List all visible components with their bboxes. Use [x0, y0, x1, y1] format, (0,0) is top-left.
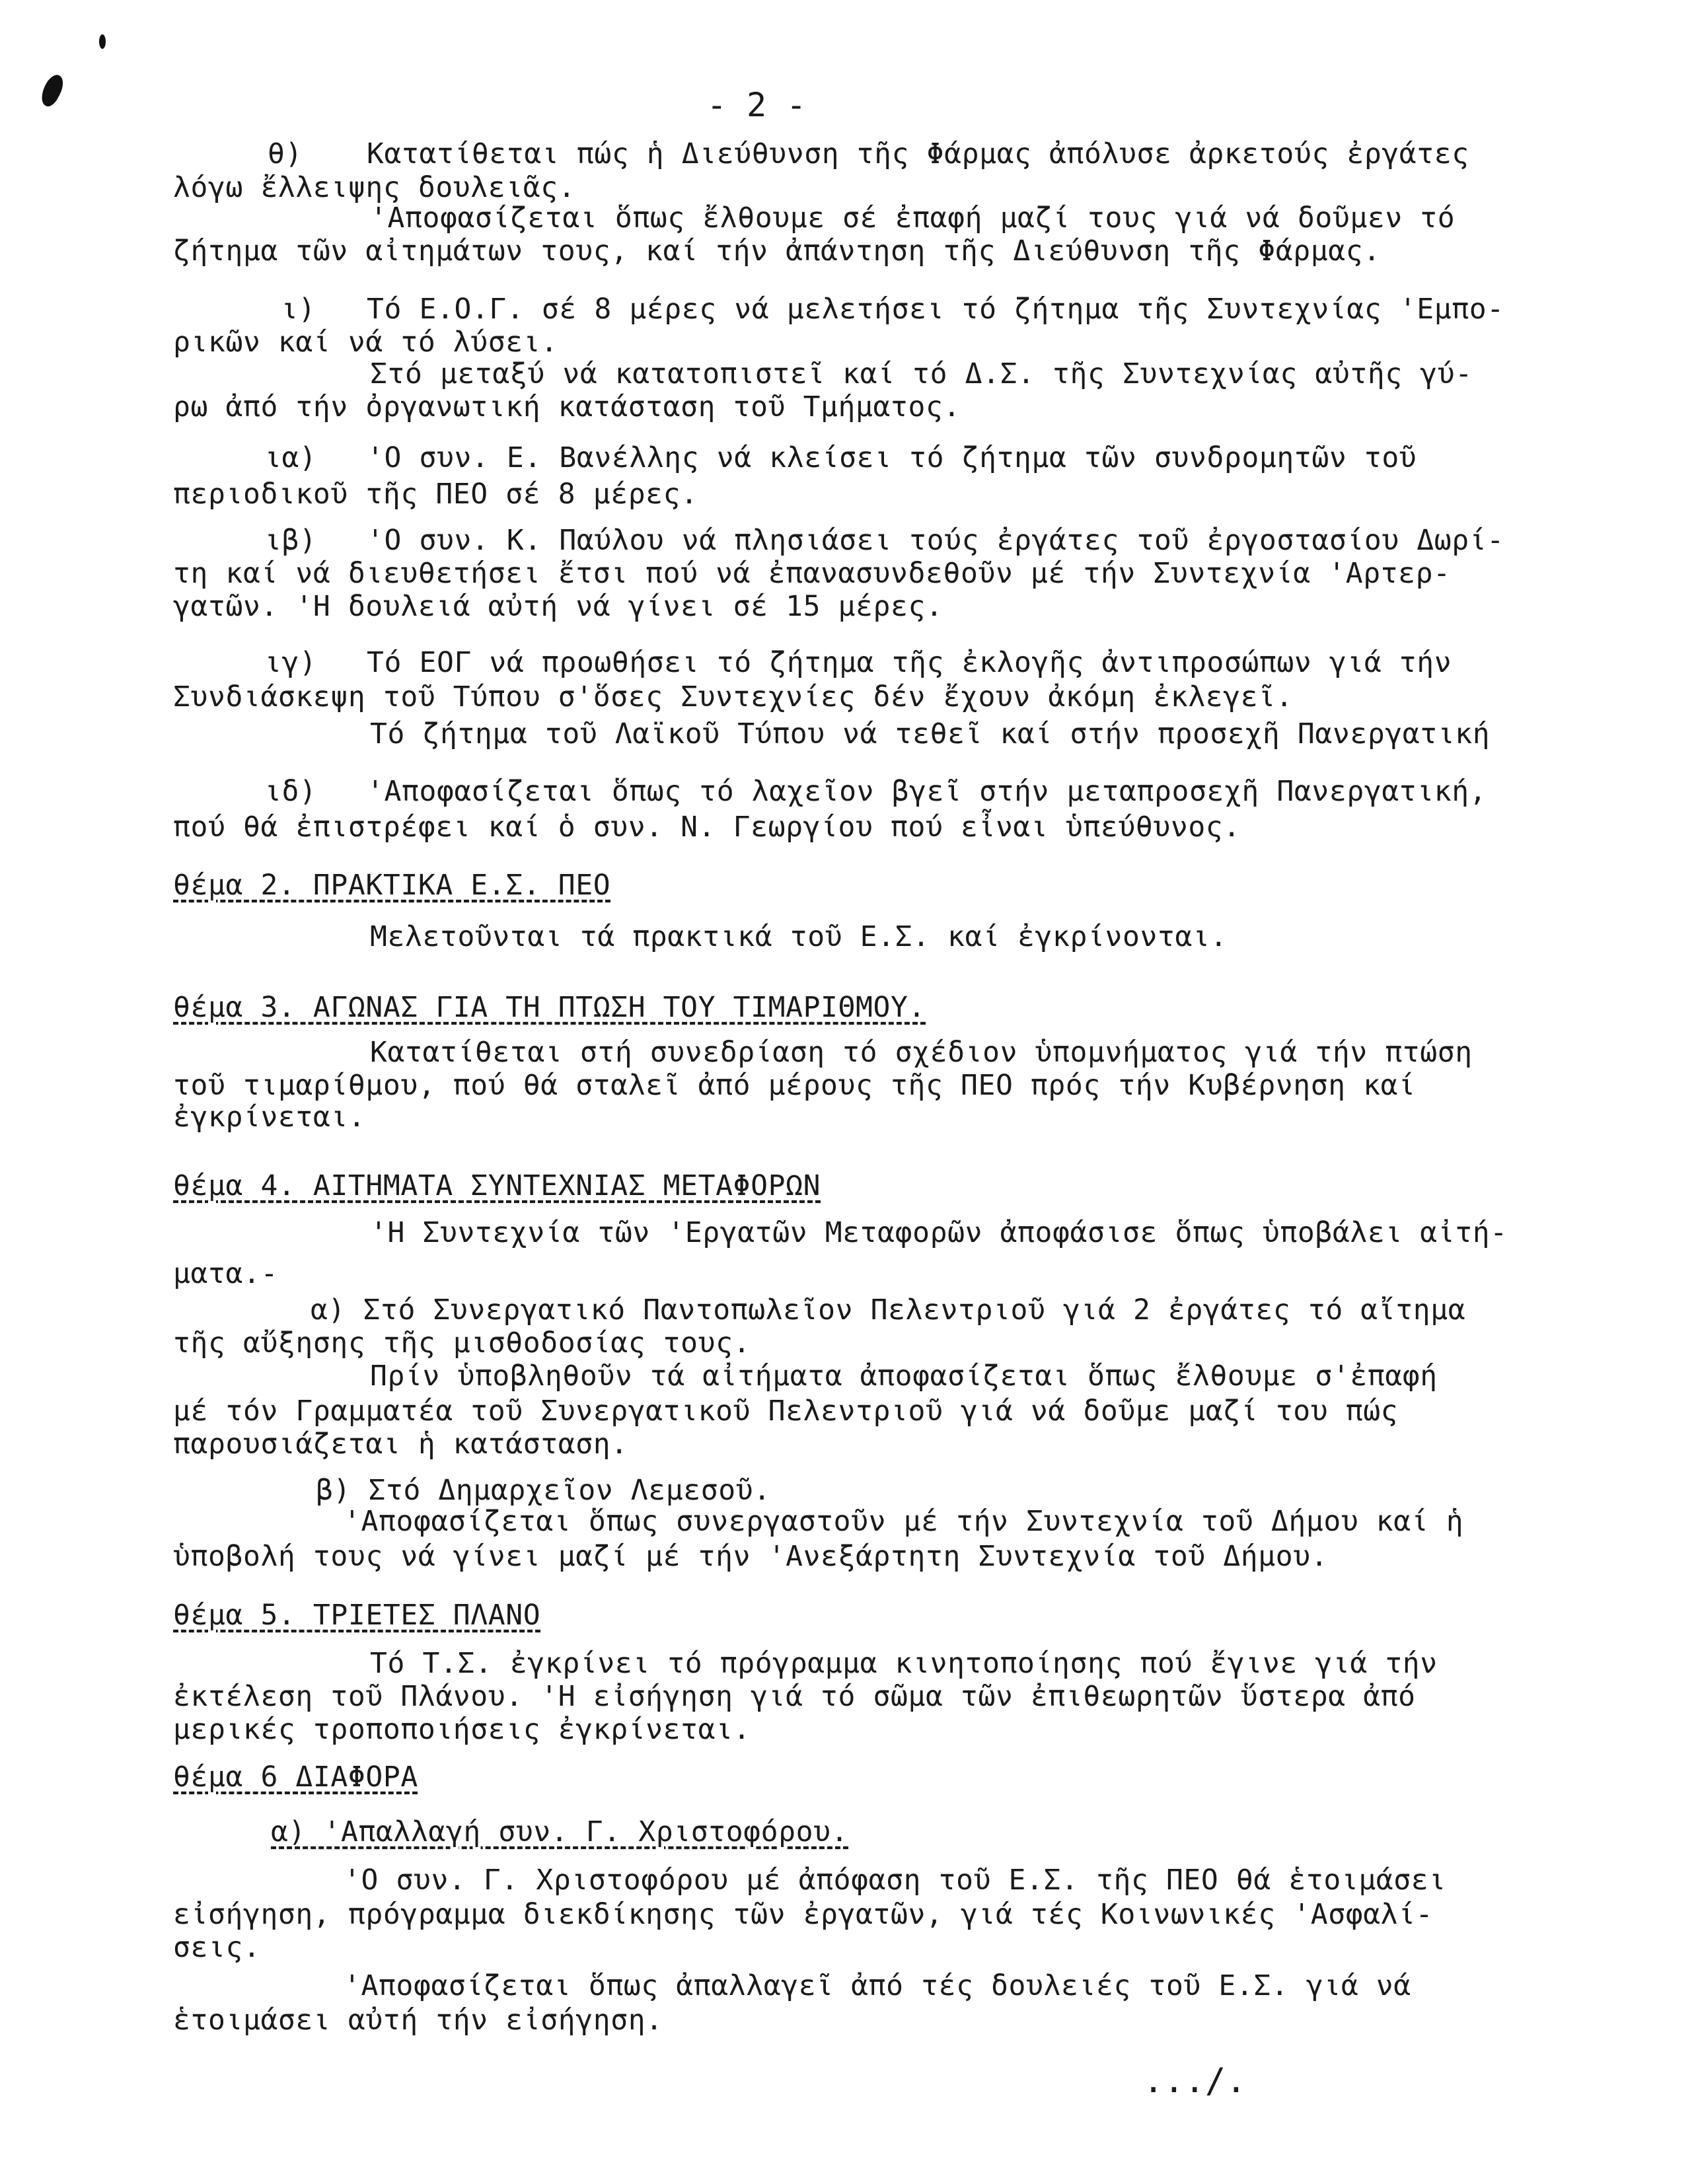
- text-line: Τό ΕΟΓ νά προωθήσει τό ζήτημα τῆς ἐκλογῆς ἀντιπροσώπων γιά τήν: [367, 646, 1452, 679]
- item-label-ib: ιβ): [264, 524, 317, 557]
- text-line: παρουσιάζεται ἡ κατάσταση.: [173, 1428, 628, 1461]
- text-line: μερικές τροποποιήσεις ἐγκρίνεται.: [173, 1713, 751, 1746]
- text-line: Στό μεταξύ νά κατατοπιστεῖ καί τό Δ.Σ. τῆς Συντεχνίας αὐτῆς γύ-: [370, 357, 1473, 390]
- text-line: τοῦ τιμαρίθμου, πού θά σταλεῖ ἀπό μέρους τῆς ΠΕΟ πρός τήν Κυβέρνηση καί: [173, 1069, 1416, 1102]
- section-heading-2: θέμα 2. ΠΡΑΚΤΙΚΑ Ε.Σ. ΠΕΟ: [173, 869, 611, 902]
- text-line: ματα.-: [173, 1257, 278, 1290]
- subheading: α) 'Απαλλαγή συν. Γ. Χριστοφόρου.: [271, 1815, 849, 1848]
- text-line: Κατατίθεται στή συνεδρίαση τό σχέδιον ὑπομνήματος γιά τήν πτώση: [370, 1036, 1473, 1069]
- text-line: 'Αποφασίζεται ὅπως ἀπαλλαγεῖ ἀπό τές δουλειές τοῦ Ε.Σ. γιά νά: [344, 1969, 1411, 2002]
- text-line: ζήτημα τῶν αἰτημάτων τους, καί τήν ἀπάντηση τῆς Διεύθυνση τῆς Φάρμας.: [173, 235, 1381, 268]
- continuation-mark: .../.: [1143, 2061, 1247, 2101]
- text-line: 'Αποφασίζεται ὅπως συνεργαστοῦν μέ τήν Συντεχνία τοῦ Δήμου καί ἡ: [344, 1505, 1464, 1538]
- text-line: α) Στό Συνεργατικό Παντοπωλεῖον Πελεντριοῦ γιά 2 ἐργάτες τό αἴτημα: [311, 1293, 1466, 1327]
- text-line: σεις.: [173, 1931, 261, 1964]
- text-line: 'Η Συντεχνία τῶν 'Εργατῶν Μεταφορῶν ἀποφάσισε ὅπως ὑποβάλει αἰτή-: [370, 1216, 1508, 1249]
- item-label-ig: ιγ): [264, 646, 317, 679]
- text-line: 'Ο συν. Κ. Παύλου νά πλησιάσει τούς ἐργάτες τοῦ ἐργοστασίου Δωρί-: [367, 524, 1504, 557]
- text-line: ρικῶν καί νά τό λύσει.: [173, 326, 558, 359]
- section-heading-5: θέμα 5. ΤΡΙΕΤΕΣ ΠΛΑΝΟ: [173, 1599, 541, 1632]
- text-line: 'Αποφασίζεται ὅπως τό λαχεῖον βγεῖ στήν μεταπροσεχῆ Πανεργατική,: [367, 775, 1487, 808]
- text-line: 'Ο συν. Ε. Βανέλλης νά κλείσει τό ζήτημα τῶν συνδρομητῶν τοῦ: [367, 441, 1417, 474]
- text-line: Τό Τ.Σ. ἐγκρίνει τό πρόγραμμα κινητοποίησης πού ἔγινε γιά τήν: [370, 1647, 1438, 1680]
- text-line: Πρίν ὑποβληθοῦν τά αἰτήματα ἀποφασίζεται ὅπως ἔλθουμε σ'ἐπαφή: [370, 1360, 1438, 1393]
- text-line: πού θά ἐπιστρέφει καί ὁ συν. Ν. Γεωργίου πού εἶναι ὑπεύθυνος.: [173, 811, 1241, 844]
- text-line: Τό Ε.Ο.Γ. σέ 8 μέρες νά μελετήσει τό ζήτημα τῆς Συντεχνίας 'Εμπο-: [367, 293, 1504, 326]
- section-heading-6: θέμα 6 ΔΙΑΦΟΡΑ: [173, 1761, 418, 1794]
- text-line: Κατατίθεται πώς ἡ Διεύθυνση τῆς Φάρμας ἀπόλυσε ἀρκετούς ἐργάτες: [367, 137, 1469, 170]
- text-line: 'Αποφασίζεται ὅπως ἔλθουμε σέ ἐπαφή μαζί τους γιά νά δοῦμεν τό: [370, 201, 1456, 235]
- item-label-theta: θ): [268, 137, 303, 170]
- text-line: τῆς αὔξησης τῆς μισθοδοσίας τους.: [173, 1327, 751, 1360]
- text-line: 'Ο συν. Γ. Χριστοφόρου μέ ἀπόφαση τοῦ Ε.Σ. τῆς ΠΕΟ θά ἑτοιμάσει: [344, 1864, 1446, 1897]
- text-line: Τό ζήτημα τοῦ Λαϊκοῦ Τύπου νά τεθεῖ καί στήν προσεχῆ Πανεργατική: [370, 717, 1491, 750]
- text-line: β) Στό Δημαρχεῖον Λεμεσοῦ.: [316, 1474, 771, 1507]
- ink-blot: [37, 72, 67, 109]
- item-label-ia: ια): [264, 441, 317, 474]
- text-line: ἑτοιμάσει αὐτή τήν εἰσήγηση.: [173, 2004, 663, 2037]
- text-line: τη καί νά διευθετήσει ἔτσι πού νά ἐπανασυνδεθοῦν μέ τήν Συντεχνία 'Αρτερ-: [173, 557, 1451, 590]
- page-number: - 2 -: [706, 86, 807, 124]
- item-label-id: ιδ): [264, 775, 317, 808]
- text-line: ὑποβολή τους νά γίνει μαζί μέ τήν 'Ανεξάρτητη Συντεχνία τοῦ Δήμου.: [173, 1540, 1329, 1573]
- section-heading-3: θέμα 3. ΑΓΩΝΑΣ ΓΙΑ ΤΗ ΠΤΩΣΗ ΤΟΥ ΤΙΜΑΡΙΘΜΟΥ.: [173, 991, 926, 1024]
- text-line: μέ τόν Γραμματέα τοῦ Συνεργατικοῦ Πελεντριοῦ γιά νά δοῦμε μαζί του πώς: [173, 1395, 1399, 1428]
- text-line: ἐκτέλεση τοῦ Πλάνου. 'Η εἰσήγηση γιά τό σῶμα τῶν ἐπιθεωρητῶν ὕστερα ἀπό: [173, 1680, 1416, 1713]
- text-line: εἰσήγηση, πρόγραμμα διεκδίκησης τῶν ἐργατῶν, γιά τές Κοινωνικές 'Ασφαλί-: [173, 1898, 1434, 1931]
- text-line: λόγω ἔλλειψης δουλειᾶς.: [173, 171, 576, 204]
- item-label-iota: ι): [281, 293, 316, 326]
- text-line: Συνδιάσκεψη τοῦ Τύπου σ'ὅσες Συντεχνίες δέν ἔχουν ἀκόμη ἐκλεγεῖ.: [173, 680, 1294, 713]
- text-line: ἐγκρίνεται.: [173, 1101, 366, 1134]
- text-line: γατῶν. 'Η δουλειά αὐτή νά γίνει σέ 15 μέρες.: [173, 590, 943, 623]
- text-line: ρω ἀπό τήν ὀργανωτική κατάσταση τοῦ Τμήματος.: [173, 390, 961, 423]
- section-heading-4: θέμα 4. ΑΙΤΗΜΑΤΑ ΣΥΝΤΕΧΝΙΑΣ ΜΕΤΑΦΟΡΩΝ: [173, 1169, 821, 1202]
- text-line: Μελετοῦνται τά πρακτικά τοῦ Ε.Σ. καί ἐγκρίνονται.: [370, 920, 1228, 953]
- text-line: περιοδικοῦ τῆς ΠΕΟ σέ 8 μέρες.: [173, 478, 698, 511]
- ink-speck: [99, 34, 106, 49]
